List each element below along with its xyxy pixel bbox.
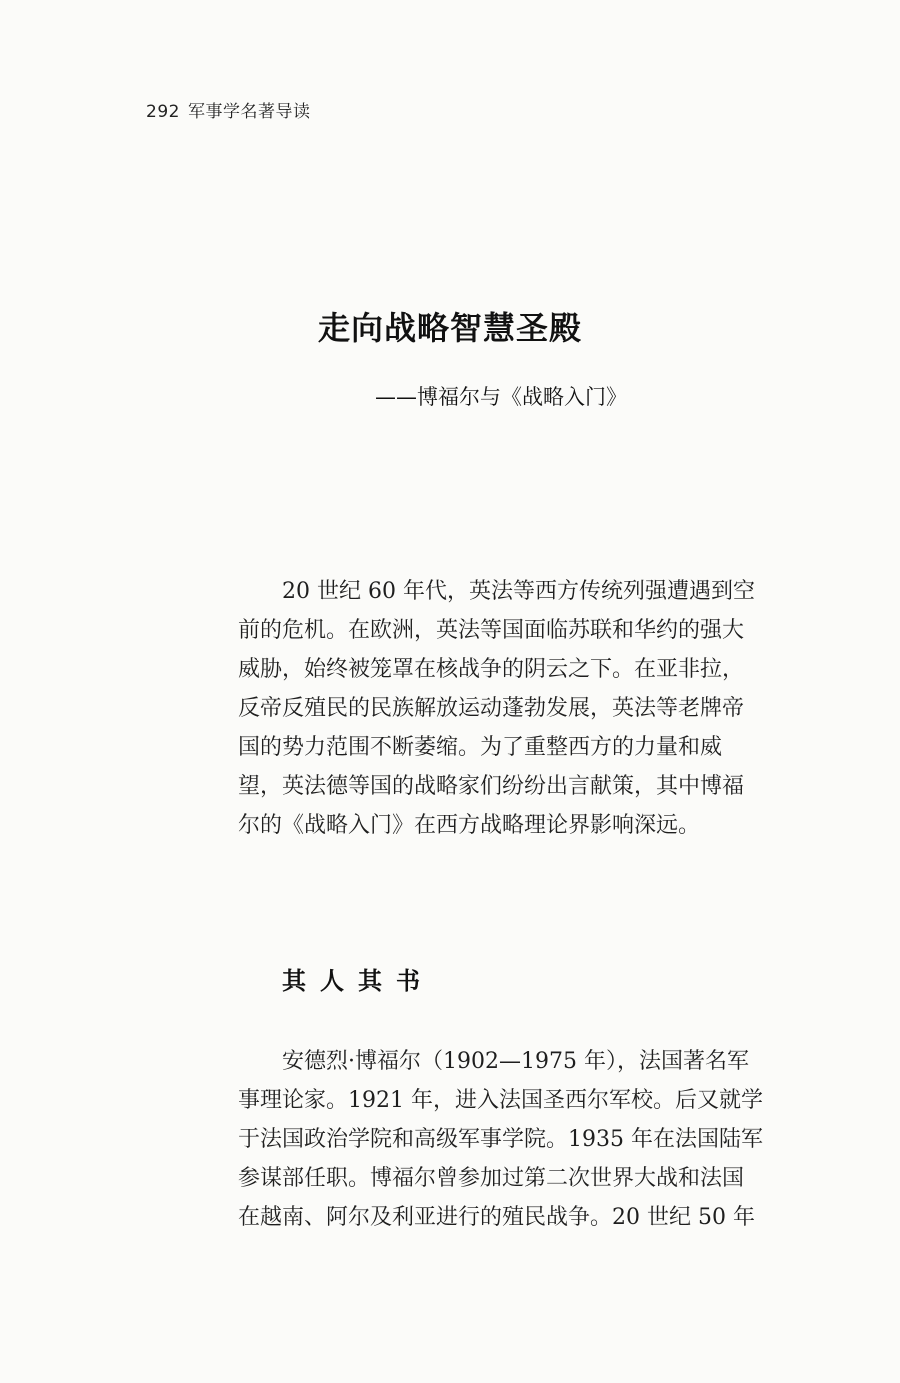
paragraph-line: 于法国政治学院和高级军事学院。1935 年在法国陆军 [238, 1127, 763, 1152]
paragraph-line: 参谋部任职。博福尔曾参加过第二次世界大战和法国 [238, 1166, 745, 1191]
body-paragraph [238, 1042, 762, 1237]
paragraph-line: 国的势力范围不断萎缩。为了重整西方的力量和威 [238, 735, 723, 760]
book-title: 军事学名著导读 [187, 102, 311, 122]
paragraph-line: 在越南、阿尔及利亚进行的殖民战争。20 世纪 50 年 [238, 1205, 755, 1230]
paragraph-line: 前的危机。在欧洲，英法等国面临苏联和华约的强大 [238, 618, 745, 643]
paragraph-line: 20 世纪 60 年代，英法等西方传统列强遭遇到空 [282, 579, 755, 604]
running-head [146, 97, 310, 122]
paragraph-line: 事理论家。1921 年，进入法国圣西尔军校。后又就学 [238, 1088, 763, 1113]
section-heading: 其人其书 [282, 967, 434, 995]
chapter-title: 走向战略智慧圣殿 [317, 309, 582, 347]
intro-paragraph [238, 572, 762, 845]
page-number: 292 [146, 102, 180, 122]
paragraph-line: 望，英法德等国的战略家们纷纷出言献策，其中博福 [238, 774, 745, 799]
chapter-subtitle: ——博福尔与《战略入门》 [375, 385, 627, 409]
paragraph-line: 尔的《战略入门》在西方战略理论界影响深远。 [238, 813, 701, 838]
paragraph-line: 威胁，始终被笼罩在核战争的阴云之下。在亚非拉， [238, 657, 745, 682]
paragraph-line: 反帝反殖民的民族解放运动蓬勃发展，英法等老牌帝 [238, 696, 745, 721]
paragraph-line: 安德烈·博福尔（1902—1975 年），法国著名军 [282, 1049, 749, 1074]
